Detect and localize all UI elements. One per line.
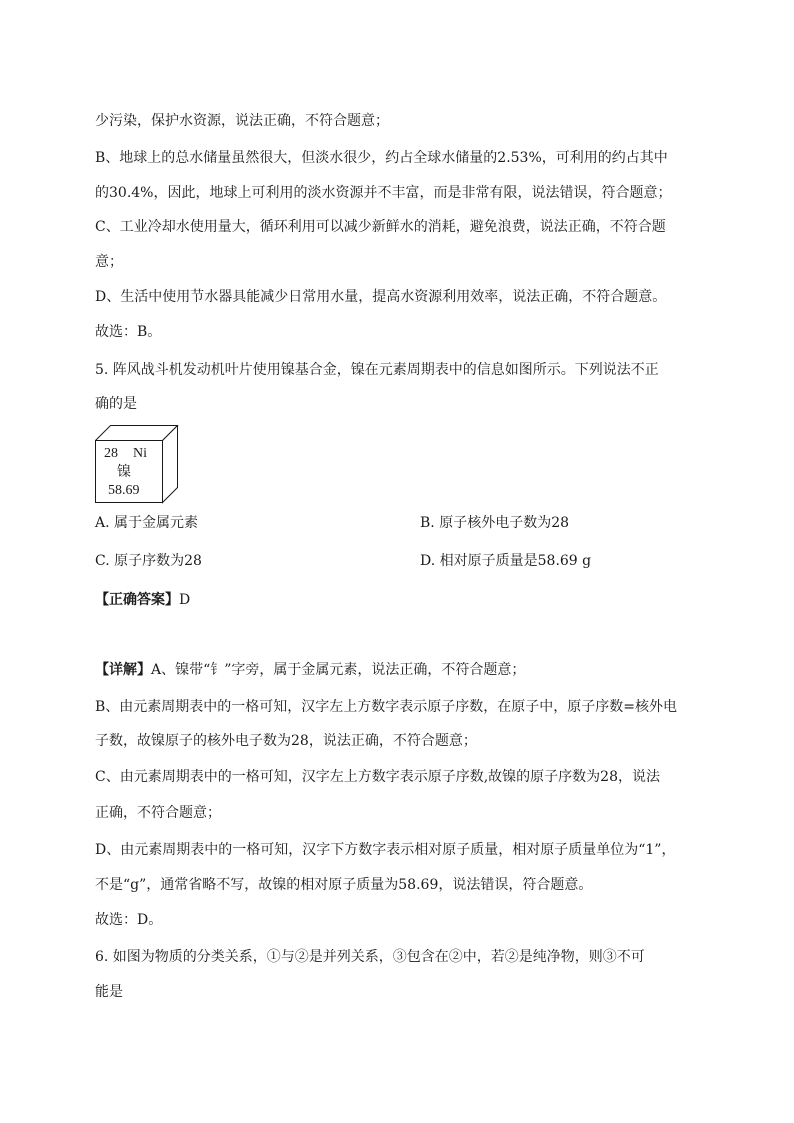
text-line: B、地球上的总水储量虽然很大，但淡水很少，约占全球水储量的2.53%，可利用的约占其中 xyxy=(95,150,668,166)
text-line: 故选：B。 xyxy=(95,324,162,340)
text-line: D、生活中使用节水器具能减少日常用水量，提高水资源利用效率，说法正确，不符合题意。 xyxy=(95,289,667,305)
correct-answer xyxy=(95,590,190,610)
option-d: D. 相对原子质量是58.69 g xyxy=(420,553,592,569)
detail-line: B、由元素周期表中的一格可知，汉字左上方数字表示原子序数，在原子中，原子序数=核外电 xyxy=(95,699,678,715)
option-a: A. 属于金属元素 xyxy=(95,515,199,531)
option-b: B. 原子核外电子数为28 xyxy=(420,515,570,531)
question-6-stem: 6. 如图为物质的分类关系，①与②是并列关系，③包含在②中，若②是纯净物，则③不可 xyxy=(95,949,645,965)
question-6-stem: 能是 xyxy=(95,984,123,1000)
detail-line: D、由元素周期表中的一格可知，汉字下方数字表示相对原子质量，相对原子质量单位为“1”， xyxy=(95,842,676,858)
element-name: 镍 xyxy=(117,465,131,480)
correct-answer-label: 【正确答案】 xyxy=(95,592,179,608)
detail-line: 故选：D。 xyxy=(95,912,163,928)
element-symbol: Ni xyxy=(133,446,147,461)
text-line: 少污染，保护水资源，说法正确，不符合题意； xyxy=(95,113,389,129)
periodic-table-cell xyxy=(95,425,185,505)
text-line: C、工业冷却水使用量大，循环利用可以减少新鲜水的消耗，避免浪费，说法正确，不符合题 xyxy=(95,219,666,235)
detail-line: 正确，不符合题意； xyxy=(95,805,221,821)
atomic-number: 28 xyxy=(104,446,118,461)
text-line: 的30.4%，因此，地球上可利用的淡水资源并不丰富，而是非常有限，说法错误，符合题意； xyxy=(95,185,672,201)
question-5-stem: 5. 阵风战斗机发动机叶片使用镍基合金，镍在元素周期表中的信息如图所示。下列说法不正 xyxy=(95,362,659,378)
option-c: C. 原子序数为28 xyxy=(95,553,202,569)
correct-answer-value: D xyxy=(179,592,191,608)
detail-text: A、镍带“钅”字旁，属于金属元素，说法正确，不符合题意； xyxy=(151,662,526,678)
detail-line xyxy=(95,660,525,680)
text-line: 意； xyxy=(95,254,123,270)
detail-line: C、由元素周期表中的一格可知，汉字左上方数字表示原子序数,故镍的原子序数为28，说法 xyxy=(95,769,660,785)
detail-line: 不是“g”，通常省略不写，故镍的相对原子质量为58.69，说法错误，符合题意。 xyxy=(95,877,593,893)
detail-label: 【详解】 xyxy=(95,662,151,678)
detail-line: 子数，故镍原子的核外电子数为28，说法正确，不符合题意； xyxy=(95,733,477,749)
question-5-stem: 确的是 xyxy=(95,396,137,412)
atomic-mass: 58.69 xyxy=(108,483,140,498)
